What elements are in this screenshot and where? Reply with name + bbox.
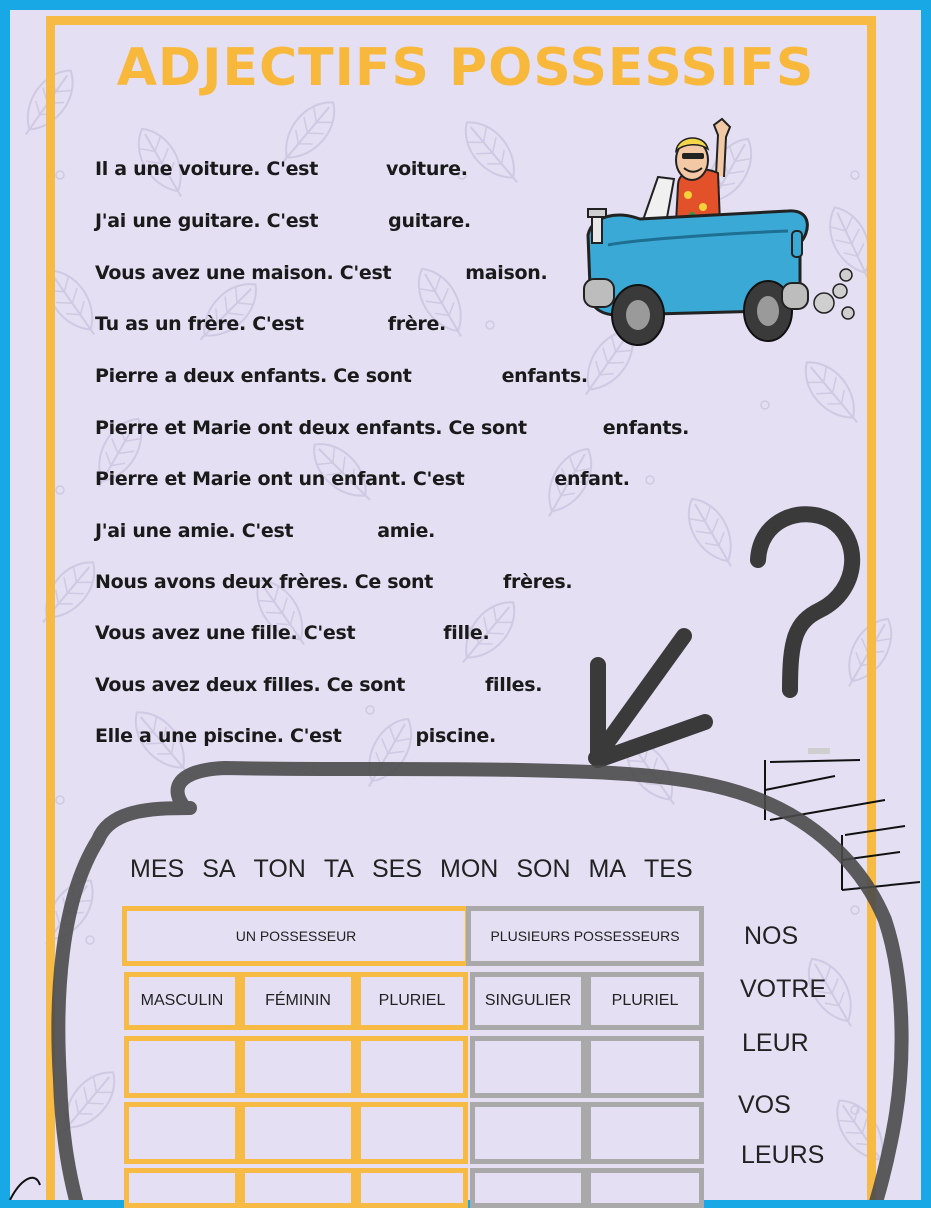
col-header-pluriel: PLURIEL	[356, 972, 468, 1030]
exercise-sentence-8	[95, 520, 435, 542]
sentence-prompt: Pierre et Marie ont deux enfants. Ce sont	[95, 417, 527, 439]
exercise-sentence-9	[95, 571, 572, 593]
side-word-item: LEURS	[741, 1141, 825, 1169]
col-header-feminin: FÉMININ	[240, 972, 356, 1030]
sentence-ending: enfants.	[501, 365, 588, 387]
table-cell	[124, 1102, 240, 1164]
word-bank-item: MA	[588, 855, 627, 883]
exercise-sentence-3	[95, 262, 547, 284]
page-title: ADJECTIFS POSSESSIFS	[116, 38, 815, 98]
table-cell	[470, 1102, 586, 1164]
table-cell	[240, 1168, 356, 1208]
side-word-item: NOS	[744, 922, 799, 950]
word-bank-item: SON	[516, 855, 571, 883]
sentence-ending: frère.	[387, 313, 446, 335]
sentence-prompt: Tu as un frère. C'est	[95, 313, 304, 335]
col-header-pluriel-many: PLURIEL	[586, 972, 704, 1030]
car-driver-icon	[578, 115, 868, 350]
side-word-item: VOS	[738, 1091, 791, 1119]
word-bank-item: MON	[440, 855, 499, 883]
exercise-sentence-7	[95, 468, 630, 490]
sentence-prompt: Pierre et Marie ont un enfant. C'est	[95, 468, 465, 490]
sentence-prompt: Vous avez une fille. C'est	[95, 622, 356, 644]
table-cell	[470, 1036, 586, 1098]
header-one-owner: UN POSSESSEUR	[122, 906, 470, 966]
exercise-sentence-10	[95, 622, 489, 644]
word-bank-item: SES	[371, 855, 422, 883]
sentence-prompt: Pierre a deux enfants. Ce sont	[95, 365, 412, 387]
sentence-prompt: J'ai une amie. C'est	[95, 520, 294, 542]
sentence-ending: piscine.	[415, 725, 496, 747]
side-word-item: VOTRE	[740, 975, 827, 1003]
sentence-ending: fille.	[443, 622, 490, 644]
sentence-prompt: J'ai une guitare. C'est	[95, 210, 319, 232]
exercise-sentence-6	[95, 417, 689, 439]
side-word-item: LEUR	[742, 1029, 809, 1057]
word-bank-item: TON	[253, 855, 306, 883]
word-bank	[130, 855, 711, 884]
header-many-owners: PLUSIEURS POSSESSEURS	[466, 906, 704, 966]
sentence-prompt: Nous avons deux frères. Ce sont	[95, 571, 434, 593]
table-cell	[586, 1036, 704, 1098]
word-bank-item: TES	[644, 855, 693, 883]
sentence-ending: guitare.	[388, 210, 471, 232]
sentence-ending: frères.	[503, 571, 573, 593]
table-cell	[586, 1102, 704, 1164]
sentence-prompt: Il a une voiture. C'est	[95, 158, 318, 180]
sentence-prompt: Elle a une piscine. C'est	[95, 725, 342, 747]
table-cell	[124, 1168, 240, 1208]
sentence-ending: maison.	[465, 262, 548, 284]
table-cell	[356, 1036, 468, 1098]
word-bank-item: SA	[202, 855, 236, 883]
exercise-sentence-11	[95, 674, 542, 696]
table-cell	[586, 1168, 704, 1208]
sentence-prompt: Vous avez une maison. C'est	[95, 262, 392, 284]
table-cell	[356, 1102, 468, 1164]
table-cell	[124, 1036, 240, 1098]
sentence-ending: filles.	[485, 674, 543, 696]
table-cell	[240, 1036, 356, 1098]
exercise-sentence-4	[95, 313, 446, 335]
col-header-masculin: MASCULIN	[124, 972, 240, 1030]
word-bank-item: TA	[323, 855, 354, 883]
table-cell	[470, 1168, 586, 1208]
table-cell	[356, 1168, 468, 1208]
word-bank-item: MES	[130, 855, 185, 883]
exercise-sentence-2	[95, 210, 471, 232]
table-cell	[240, 1102, 356, 1164]
sentence-ending: amie.	[377, 520, 436, 542]
exercise-sentence-5	[95, 365, 588, 387]
col-header-singulier: SINGULIER	[470, 972, 586, 1030]
sentence-ending: voiture.	[385, 158, 468, 180]
sentence-ending: enfants.	[602, 417, 690, 439]
sentence-prompt: Vous avez deux filles. Ce sont	[95, 674, 406, 696]
sentence-ending: enfant.	[554, 468, 630, 490]
exercise-sentence-1	[95, 158, 468, 180]
exercise-sentence-12	[95, 725, 496, 747]
